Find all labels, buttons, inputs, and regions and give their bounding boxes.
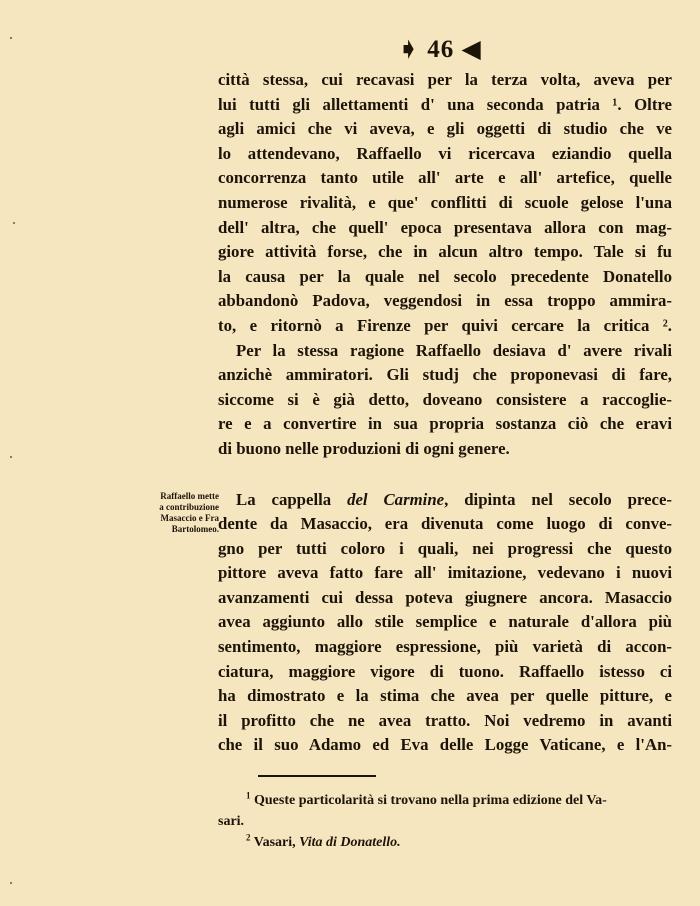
paper-speck (10, 456, 12, 458)
text-line: siccome si è già detto, doveano consistere a raccoglie- (218, 389, 672, 409)
text-line: sentimento, maggiore espressione, più varietà di accon- (218, 637, 672, 657)
text-line: ha dimostrato e la stima che avea per quelle pitture, e (218, 686, 672, 706)
margin-note-line: Raffaello mette (160, 491, 219, 501)
footnotes (218, 790, 672, 853)
text-line: lui tutti gli allettamenti d' una seconda patria ¹. Oltre (218, 94, 672, 114)
text-line: ciatura, maggiore vigore di tuono. Raffaello istesso ci (218, 661, 672, 681)
margin-note-line: Bartolomeo. (171, 524, 219, 534)
margin-note-line: a contribuzione (159, 502, 219, 512)
footnote-marker: 1 (246, 790, 251, 801)
text-line: abbandonò Padova, veggendosi in essa troppo ammira- (218, 291, 672, 311)
text-line: agli amici che vi aveva, e gli oggetti di studio che ve (218, 119, 672, 139)
text-run: , dipinta nel secolo prece- (444, 489, 672, 509)
italic-place-name: del Carmine (347, 489, 445, 509)
text-line: Per la stessa ragione Raffaello desiava d' avere rivali (236, 340, 672, 360)
paper-speck (10, 882, 12, 884)
page-number (398, 34, 482, 64)
footnote-marker: 2 (246, 832, 251, 843)
ornament-left-icon: ➧ (398, 36, 420, 63)
margin-note-line: Masaccio e Fra (160, 513, 219, 523)
text-run: La cappella (236, 489, 348, 509)
text-line: la causa per la quale nel secolo precedente Donatello (218, 266, 672, 286)
footnote-text: Vasari, (253, 835, 300, 850)
ornament-right-icon: ◀ (461, 36, 482, 63)
page-number-value: 46 (427, 36, 455, 63)
text-line: che il suo Adamo ed Eva delle Logge Vaticane, e l'An- (218, 735, 672, 755)
text-line: avanzamenti cui dessa poteva giugnere ancora. Masaccio (218, 587, 672, 607)
text-line: dente da Masaccio, era divenuta come luogo di conve- (218, 514, 672, 534)
text-line: gno per tutti coloro i quali, nei progressi che questo (218, 538, 672, 558)
text-line: città stessa, cui recavasi per la terza volta, aveva per (218, 70, 672, 89)
footnote-1-continued: sari. (218, 814, 245, 829)
footnote-divider (258, 775, 376, 777)
main-text (218, 68, 672, 758)
paragraph-1 (218, 68, 672, 339)
text-line: dell' altra, che quell' epoca presentava allora con mag- (218, 217, 672, 237)
footnote-text: Queste particolarità si trovano nella prima edizione del Va- (254, 793, 607, 808)
text-line: numerose rivalità, e que' conflitti di scuole gelose l'una (218, 192, 672, 212)
footnote-2 (218, 832, 672, 853)
paper-speck (10, 37, 12, 39)
paragraph-3 (218, 488, 672, 759)
text-line: anzichè ammiratori. Gli studj che proponevasi di fare, (218, 365, 672, 385)
footnote-italic-title: Vita di Donatello. (299, 835, 401, 850)
paper-speck (13, 222, 15, 224)
text-line: lo attendevano, Raffaello vi ricercava eziandio quella (218, 143, 672, 163)
text-line: giore attività forse, che in alcun altro tempo. Tale si fu (218, 242, 672, 262)
footnote-1 (218, 790, 672, 811)
text-line: re e a convertire in sua propria sostanza ciò che eravi (218, 414, 672, 434)
text-line: pittore aveva fatto fare all' imitazione, vedevano i nuovi (218, 563, 672, 583)
text-line (218, 488, 672, 513)
text-line: di buono nelle produzioni di ogni genere. (218, 438, 510, 458)
paragraph-2 (218, 339, 672, 462)
text-line: to, e ritornò a Firenze per quivi cercare la critica ². (218, 315, 672, 335)
text-line: il profitto che ne avea tratto. Noi vedremo in avanti (218, 710, 672, 730)
text-line: concorrenza tanto utile all' arte e all' artefice, quelle (218, 168, 672, 188)
margin-note (111, 491, 219, 535)
text-line: avea aggiunto allo stile semplice e naturale d'allora più (218, 612, 672, 632)
